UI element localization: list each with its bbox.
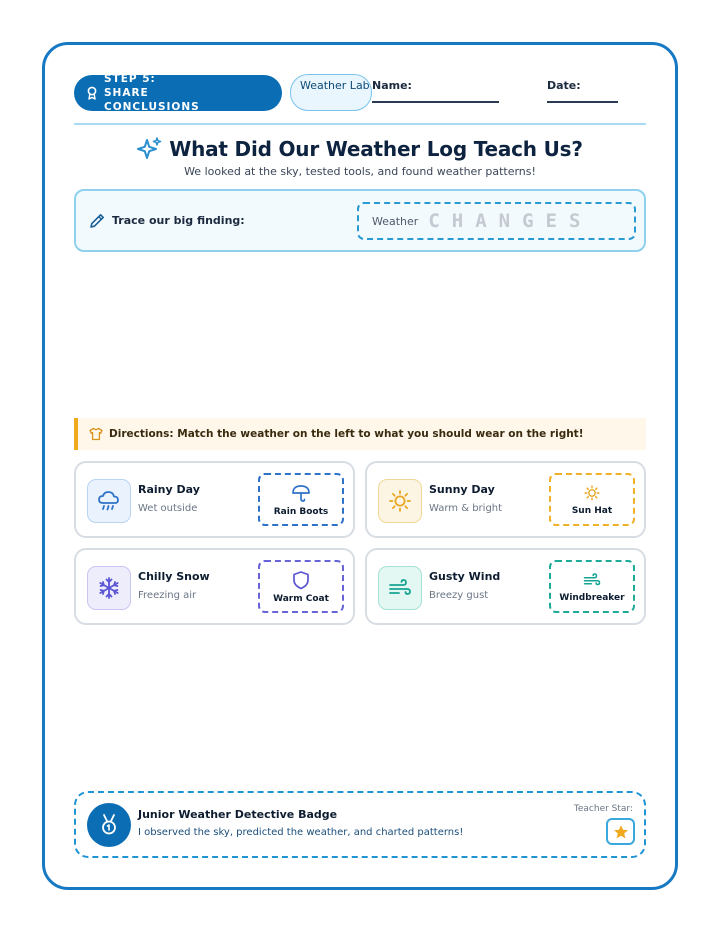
page-subtitle: We looked at the sky, tested tools, and found weather patterns! [184, 165, 536, 178]
wind-icon [387, 575, 413, 601]
wind-icon [582, 571, 602, 589]
answer-label: Windbreaker [559, 592, 625, 603]
pencil-icon [88, 212, 106, 230]
step-badge [74, 75, 282, 111]
card-subtitle: Breezy gust [429, 590, 489, 601]
traced-word: CHANGES [428, 210, 593, 232]
card-title: Rainy Day [138, 483, 200, 496]
weather-icon-tile [87, 566, 131, 610]
card-title: Gusty Wind [429, 570, 501, 583]
name-field[interactable] [372, 101, 499, 103]
match-card-sunny [365, 461, 646, 538]
snowflake-icon [96, 575, 122, 601]
match-card-rainy [74, 461, 355, 538]
answer-box-rain-boots[interactable] [258, 473, 344, 526]
sun-icon [583, 484, 601, 502]
card-subtitle: Warm & bright [429, 503, 503, 514]
match-card-snow [74, 548, 355, 625]
rain-cloud-icon [96, 488, 122, 514]
step-label: STEP 5: SHARE CONCLUSIONS [104, 73, 200, 113]
teacher-star-label: Teacher Star: [573, 804, 633, 814]
shield-icon [292, 570, 310, 590]
match-card-wind [365, 548, 646, 625]
page-title: What Did Our Weather Log Teach Us? [169, 137, 583, 161]
answer-label: Warm Coat [273, 593, 329, 604]
name-label: Name: [372, 79, 412, 92]
weather-icon-tile [378, 566, 422, 610]
date-label: Date: [547, 79, 581, 92]
lab-tag: Weather Lab [290, 74, 372, 111]
card-subtitle: Freezing air [138, 590, 197, 601]
card-title: Chilly Snow [138, 570, 210, 583]
header-divider [74, 123, 646, 125]
weather-icon-tile [378, 479, 422, 523]
medal-icon [87, 803, 131, 847]
card-subtitle: Wet outside [138, 503, 198, 514]
answer-box-warm-coat[interactable] [258, 560, 344, 613]
answer-box-sun-hat[interactable] [549, 473, 635, 526]
answer-label: Sun Hat [571, 505, 613, 516]
answer-label: Rain Boots [273, 506, 329, 517]
badge-title: Junior Weather Detective Badge [138, 808, 338, 821]
weather-icon-tile [87, 479, 131, 523]
trace-label: Trace our big finding: [112, 214, 245, 227]
sparkles-icon [137, 136, 163, 162]
star-icon [613, 824, 629, 840]
sun-icon [387, 488, 413, 514]
trace-prefix: Weather [372, 214, 419, 228]
card-title: Sunny Day [429, 483, 495, 496]
page-title-row [74, 134, 646, 164]
teacher-star-box[interactable] [606, 818, 635, 845]
directions-bar [74, 418, 646, 450]
detective-badge [74, 791, 646, 858]
shirt-icon [89, 427, 103, 441]
trace-finding-box [74, 189, 646, 252]
date-field[interactable] [547, 101, 618, 103]
answer-box-windbreaker[interactable] [549, 560, 635, 613]
award-icon [86, 86, 98, 100]
umbrella-icon [291, 483, 311, 503]
directions-text: Directions: Match the weather on the left to what you should wear on the right! [109, 428, 584, 440]
trace-answer-field[interactable] [357, 202, 636, 240]
badge-text: I observed the sky, predicted the weather, and charted patterns! [138, 827, 464, 838]
